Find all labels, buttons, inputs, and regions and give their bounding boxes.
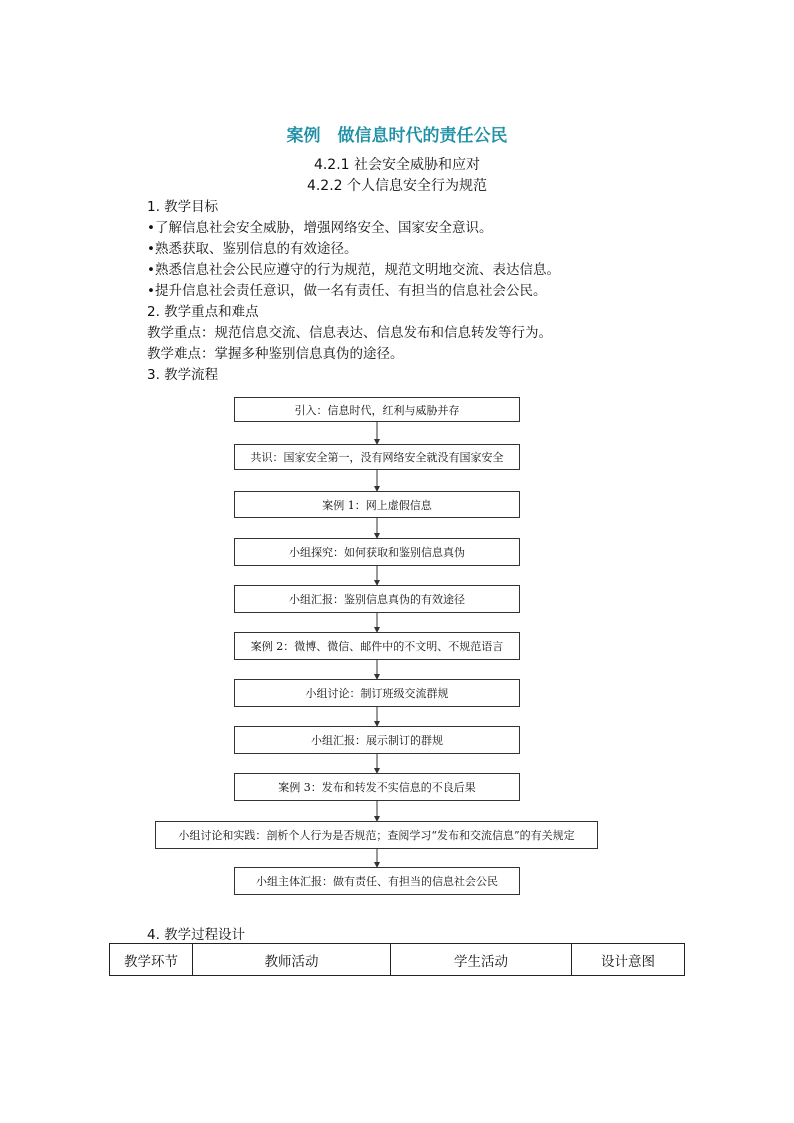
flow-step: 小组讨论：制订班级交流群规 (234, 679, 520, 707)
table-header-row (110, 944, 685, 976)
flow-step: 引入：信息时代，红利与威胁并存 (234, 397, 520, 422)
difficulty-text: 教学难点：掌握多种鉴别信息真伪的途径。 (147, 346, 404, 362)
objectives-heading: 1. 教学目标 (147, 199, 219, 215)
flow-step: 小组探究：如何获取和鉴别信息真伪 (234, 538, 520, 566)
subtitle-2: 4.2.2 个人信息安全行为规范 (306, 178, 488, 194)
page-title: 案例 做信息时代的责任公民 (286, 126, 508, 146)
flow-step: 小组主体汇报：做有责任、有担当的信息社会公民 (234, 867, 520, 895)
objective-item: •提升信息社会责任意识，做一名有责任、有担当的信息社会公民。 (147, 283, 547, 299)
design-heading: 4. 教学过程设计 (147, 927, 246, 943)
keypoints-heading: 2. 教学重点和难点 (147, 304, 259, 320)
flow-heading: 3. 教学流程 (147, 367, 219, 383)
flow-step: 共识：国家安全第一，没有网络安全就没有国家安全 (234, 444, 520, 470)
flow-step: 案例 2：微博、微信、邮件中的不文明、不规范语言 (234, 632, 520, 660)
objective-item: •熟悉获取、鉴别信息的有效途径。 (147, 241, 358, 257)
flow-step: 小组汇报：展示制订的群规 (234, 726, 520, 754)
flow-step: 小组讨论和实践：剖析个人行为是否规范；查阅学习“发布和交流信息”的有关规定 (155, 821, 598, 849)
table-header: 教师活动 (193, 944, 391, 976)
design-table (109, 943, 685, 976)
subtitle-1: 4.2.1 社会安全威胁和应对 (313, 157, 481, 173)
key-point-text: 教学重点：规范信息交流、信息表达、信息发布和信息转发等行为。 (147, 325, 552, 341)
flow-step: 案例 1：网上虚假信息 (234, 491, 520, 518)
table-header: 学生活动 (391, 944, 572, 976)
table-header: 教学环节 (110, 944, 193, 976)
flow-step: 小组汇报：鉴别信息真伪的有效途径 (234, 585, 520, 613)
flow-step: 案例 3：发布和转发不实信息的不良后果 (234, 773, 520, 801)
objective-item: •熟悉信息社会公民应遵守的行为规范，规范文明地交流、表达信息。 (147, 262, 560, 278)
objective-item: •了解信息社会安全威胁，增强网络安全、国家安全意识。 (147, 220, 493, 236)
table-header: 设计意图 (572, 944, 685, 976)
